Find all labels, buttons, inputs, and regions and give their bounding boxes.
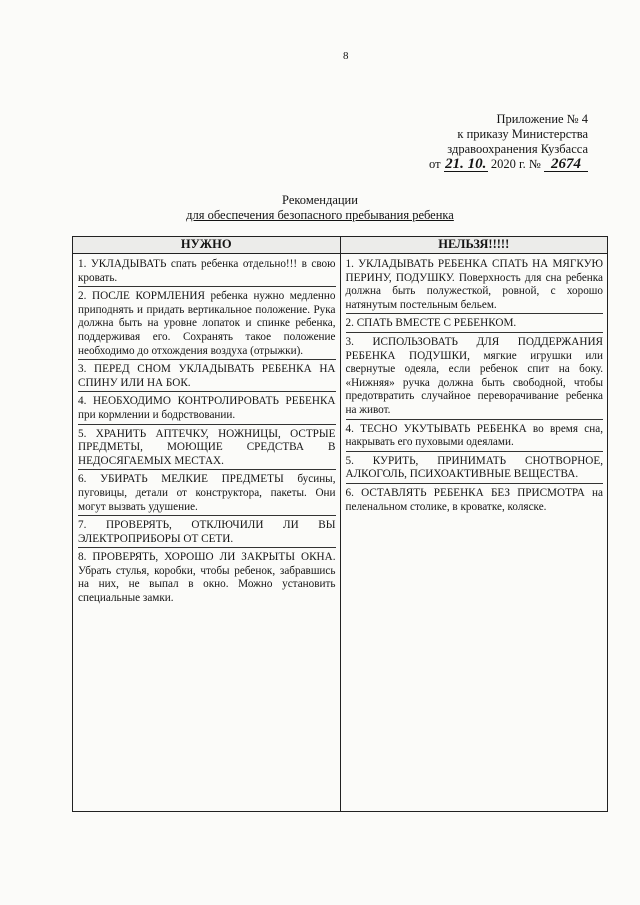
must-not-item-4: 4. ТЕСНО УКУТЫВАТЬ РЕБЕНКА во время сна, накрывать его пуховыми одеялами. xyxy=(346,423,604,452)
order-date-line xyxy=(429,157,588,172)
must-not-item-2: 2. СПАТЬ ВМЕСТЕ С РЕБЕНКОМ. xyxy=(346,317,604,333)
table-body-row xyxy=(73,254,608,812)
recommendations-table xyxy=(72,236,608,812)
appendix-order-reference: к приказу Министерства xyxy=(457,127,588,141)
order-prefix: от xyxy=(429,157,441,171)
handwritten-order-number: 2674 xyxy=(544,158,588,172)
order-year: 2020 г. № xyxy=(490,157,541,171)
title-main: Рекомендации xyxy=(282,193,358,207)
must-item-8: 8. ПРОВЕРЯТЬ, ХОРОШО ЛИ ЗАКРЫТЫ ОКНА. Убрать стулья, коробки, чтобы ребенок, забравшись на них, не выпал в окно. Можно установить специальные замки. xyxy=(78,551,336,605)
document-title xyxy=(0,193,640,223)
header-must: НУЖНО xyxy=(73,237,341,254)
must-not-item-1: 1. УКЛАДЫВАТЬ РЕБЕНКА СПАТЬ НА МЯГКУЮ ПЕРИНУ, ПОДУШКУ. Поверхность для сна ребенка должна быть полужесткой, ровной, с хорошо натянутым постельным бельем. xyxy=(346,258,604,314)
table-header-row xyxy=(73,237,608,254)
header-must-not: НЕЛЬЗЯ!!!!! xyxy=(340,237,608,254)
appendix-block xyxy=(429,112,588,172)
must-item-7: 7. ПРОВЕРЯТЬ, ОТКЛЮЧИЛИ ЛИ ВЫ ЭЛЕКТРОПРИБОРЫ ОТ СЕТИ. xyxy=(78,519,336,548)
must-item-6: 6. УБИРАТЬ МЕЛКИЕ ПРЕДМЕТЫ бусины, пуговицы, детали от конструктора, пакеты. Они могут вызвать удушение. xyxy=(78,473,336,516)
must-not-item-3: 3. ИСПОЛЬЗОВАТЬ ДЛЯ ПОДДЕРЖАНИЯ РЕБЕНКА ПОДУШКИ, мягкие игрушки или свернутые одеяла, если ребенок спит на боку. «Нижняя» ручка должна быть свободной, чтобы предотвратить случайное переворачивание ребенка на живот. xyxy=(346,336,604,420)
must-not-column xyxy=(340,254,608,812)
must-item-3: 3. ПЕРЕД СНОМ УКЛАДЫВАТЬ РЕБЕНКА НА СПИНУ ИЛИ НА БОК. xyxy=(78,363,336,392)
must-item-4: 4. НЕОБХОДИМО КОНТРОЛИРОВАТЬ РЕБЕНКА при кормлении и бодрствовании. xyxy=(78,395,336,424)
appendix-title: Приложение № 4 xyxy=(496,112,588,126)
must-not-item-6: 6. ОСТАВЛЯТЬ РЕБЕНКА БЕЗ ПРИСМОТРА на пеленальном столике, в кроватке, коляске. xyxy=(345,486,603,513)
appendix-ministry: здравоохранения Кузбасса xyxy=(447,142,588,156)
handwritten-date: 21. 10. xyxy=(445,156,487,172)
must-item-1: 1. УКЛАДЫВАТЬ спать ребенка отдельно!!! в свою кровать. xyxy=(78,258,336,287)
must-column xyxy=(73,254,341,812)
must-not-item-5: 5. КУРИТЬ, ПРИНИМАТЬ СНОТВОРНОЕ, АЛКОГОЛЬ, ПСИХОАКТИВНЫЕ ВЕЩЕСТВА. xyxy=(346,455,604,484)
title-subtitle: для обеспечения безопасного пребывания ребенка xyxy=(186,208,454,222)
page-number: 8 xyxy=(343,50,349,62)
must-item-2: 2. ПОСЛЕ КОРМЛЕНИЯ ребенка нужно медленно приподнять и придать вертикальное положение. Рука должна быть на уровне лопаток и спинке ребенка, поддерживая его. Сохранять такое положение необходимо до отхождения воздуха (отрыжки). xyxy=(78,290,336,360)
must-item-5: 5. ХРАНИТЬ АПТЕЧКУ, НОЖНИЦЫ, ОСТРЫЕ ПРЕДМЕТЫ, МОЮЩИЕ СРЕДСТВА В НЕДОСЯГАЕМЫХ МЕСТАХ. xyxy=(78,428,336,471)
